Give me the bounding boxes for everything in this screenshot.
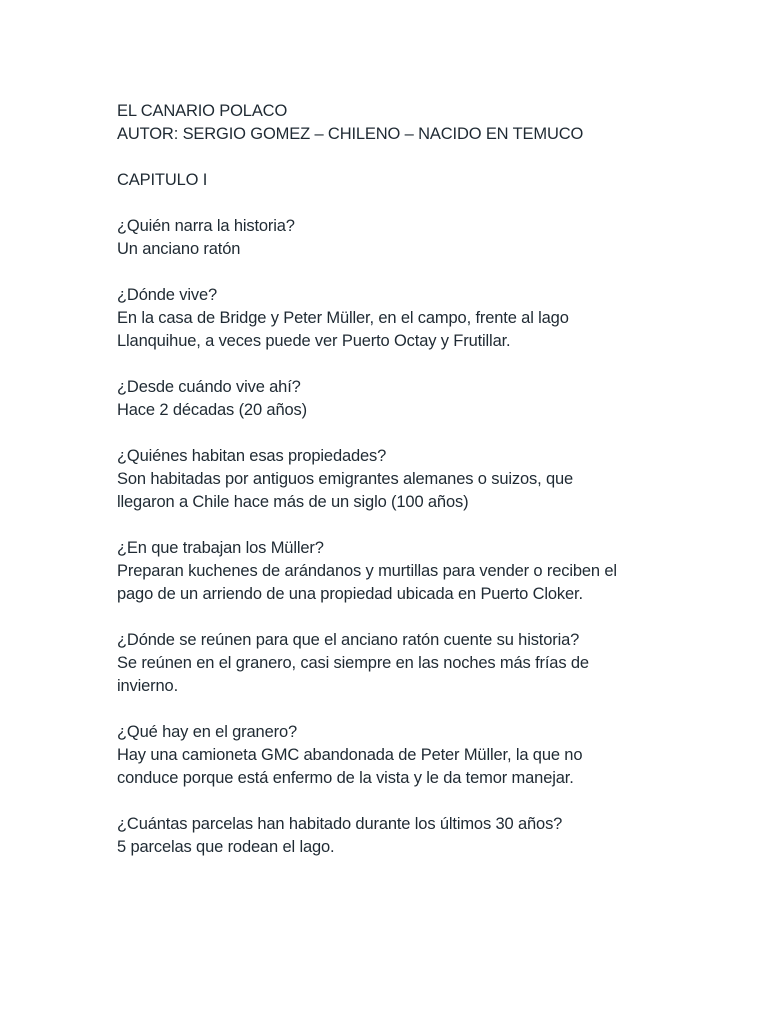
answer-text: Un anciano ratón — [117, 240, 241, 258]
qa-block — [117, 284, 677, 353]
question-text: ¿Dónde se reúnen para que el anciano ratón cuente su historia? — [117, 631, 580, 649]
answer-text: 5 parcelas que rodean el lago. — [117, 838, 335, 856]
qa-block — [117, 629, 677, 698]
answer-text: En la casa de Bridge y Peter Müller, en el campo, frente al lago — [117, 309, 569, 327]
question-text: ¿Qué hay en el granero? — [117, 723, 297, 741]
answer-text: Se reúnen en el granero, casi siempre en las noches más frías de — [117, 654, 589, 672]
question-text: ¿Quiénes habitan esas propiedades? — [117, 447, 387, 465]
chapter-heading: CAPITULO I — [117, 171, 208, 189]
document-body — [117, 100, 677, 859]
question-text: ¿Quién narra la historia? — [117, 217, 295, 235]
answer-text: conduce porque está enfermo de la vista y le da temor manejar. — [117, 769, 574, 787]
answer-text: Hay una camioneta GMC abandonada de Peter Müller, la que no — [117, 746, 583, 764]
qa-block — [117, 537, 677, 606]
question-text: ¿Dónde vive? — [117, 286, 218, 304]
answer-text: llegaron a Chile hace más de un siglo (100 años) — [117, 493, 469, 511]
answer-text: pago de un arriendo de una propiedad ubicada en Puerto Cloker. — [117, 585, 583, 603]
answer-text: Hace 2 décadas (20 años) — [117, 401, 307, 419]
answer-text: Preparan kuchenes de arándanos y murtillas para vender o reciben el — [117, 562, 617, 580]
qa-block — [117, 721, 677, 790]
question-text: ¿Cuántas parcelas han habitado durante los últimos 30 años? — [117, 815, 563, 833]
document-title: EL CANARIO POLACO — [117, 102, 288, 120]
answer-text: Llanquihue, a veces puede ver Puerto Octay y Frutillar. — [117, 332, 511, 350]
answer-text: invierno. — [117, 677, 179, 695]
author-line: AUTOR: SERGIO GOMEZ – CHILENO – NACIDO EN TEMUCO — [117, 125, 584, 143]
qa-block — [117, 376, 677, 422]
question-text: ¿Desde cuándo vive ahí? — [117, 378, 301, 396]
qa-block — [117, 215, 677, 261]
question-text: ¿En que trabajan los Müller? — [117, 539, 324, 557]
qa-block — [117, 445, 677, 514]
qa-block — [117, 813, 677, 859]
answer-text: Son habitadas por antiguos emigrantes alemanes o suizos, que — [117, 470, 574, 488]
